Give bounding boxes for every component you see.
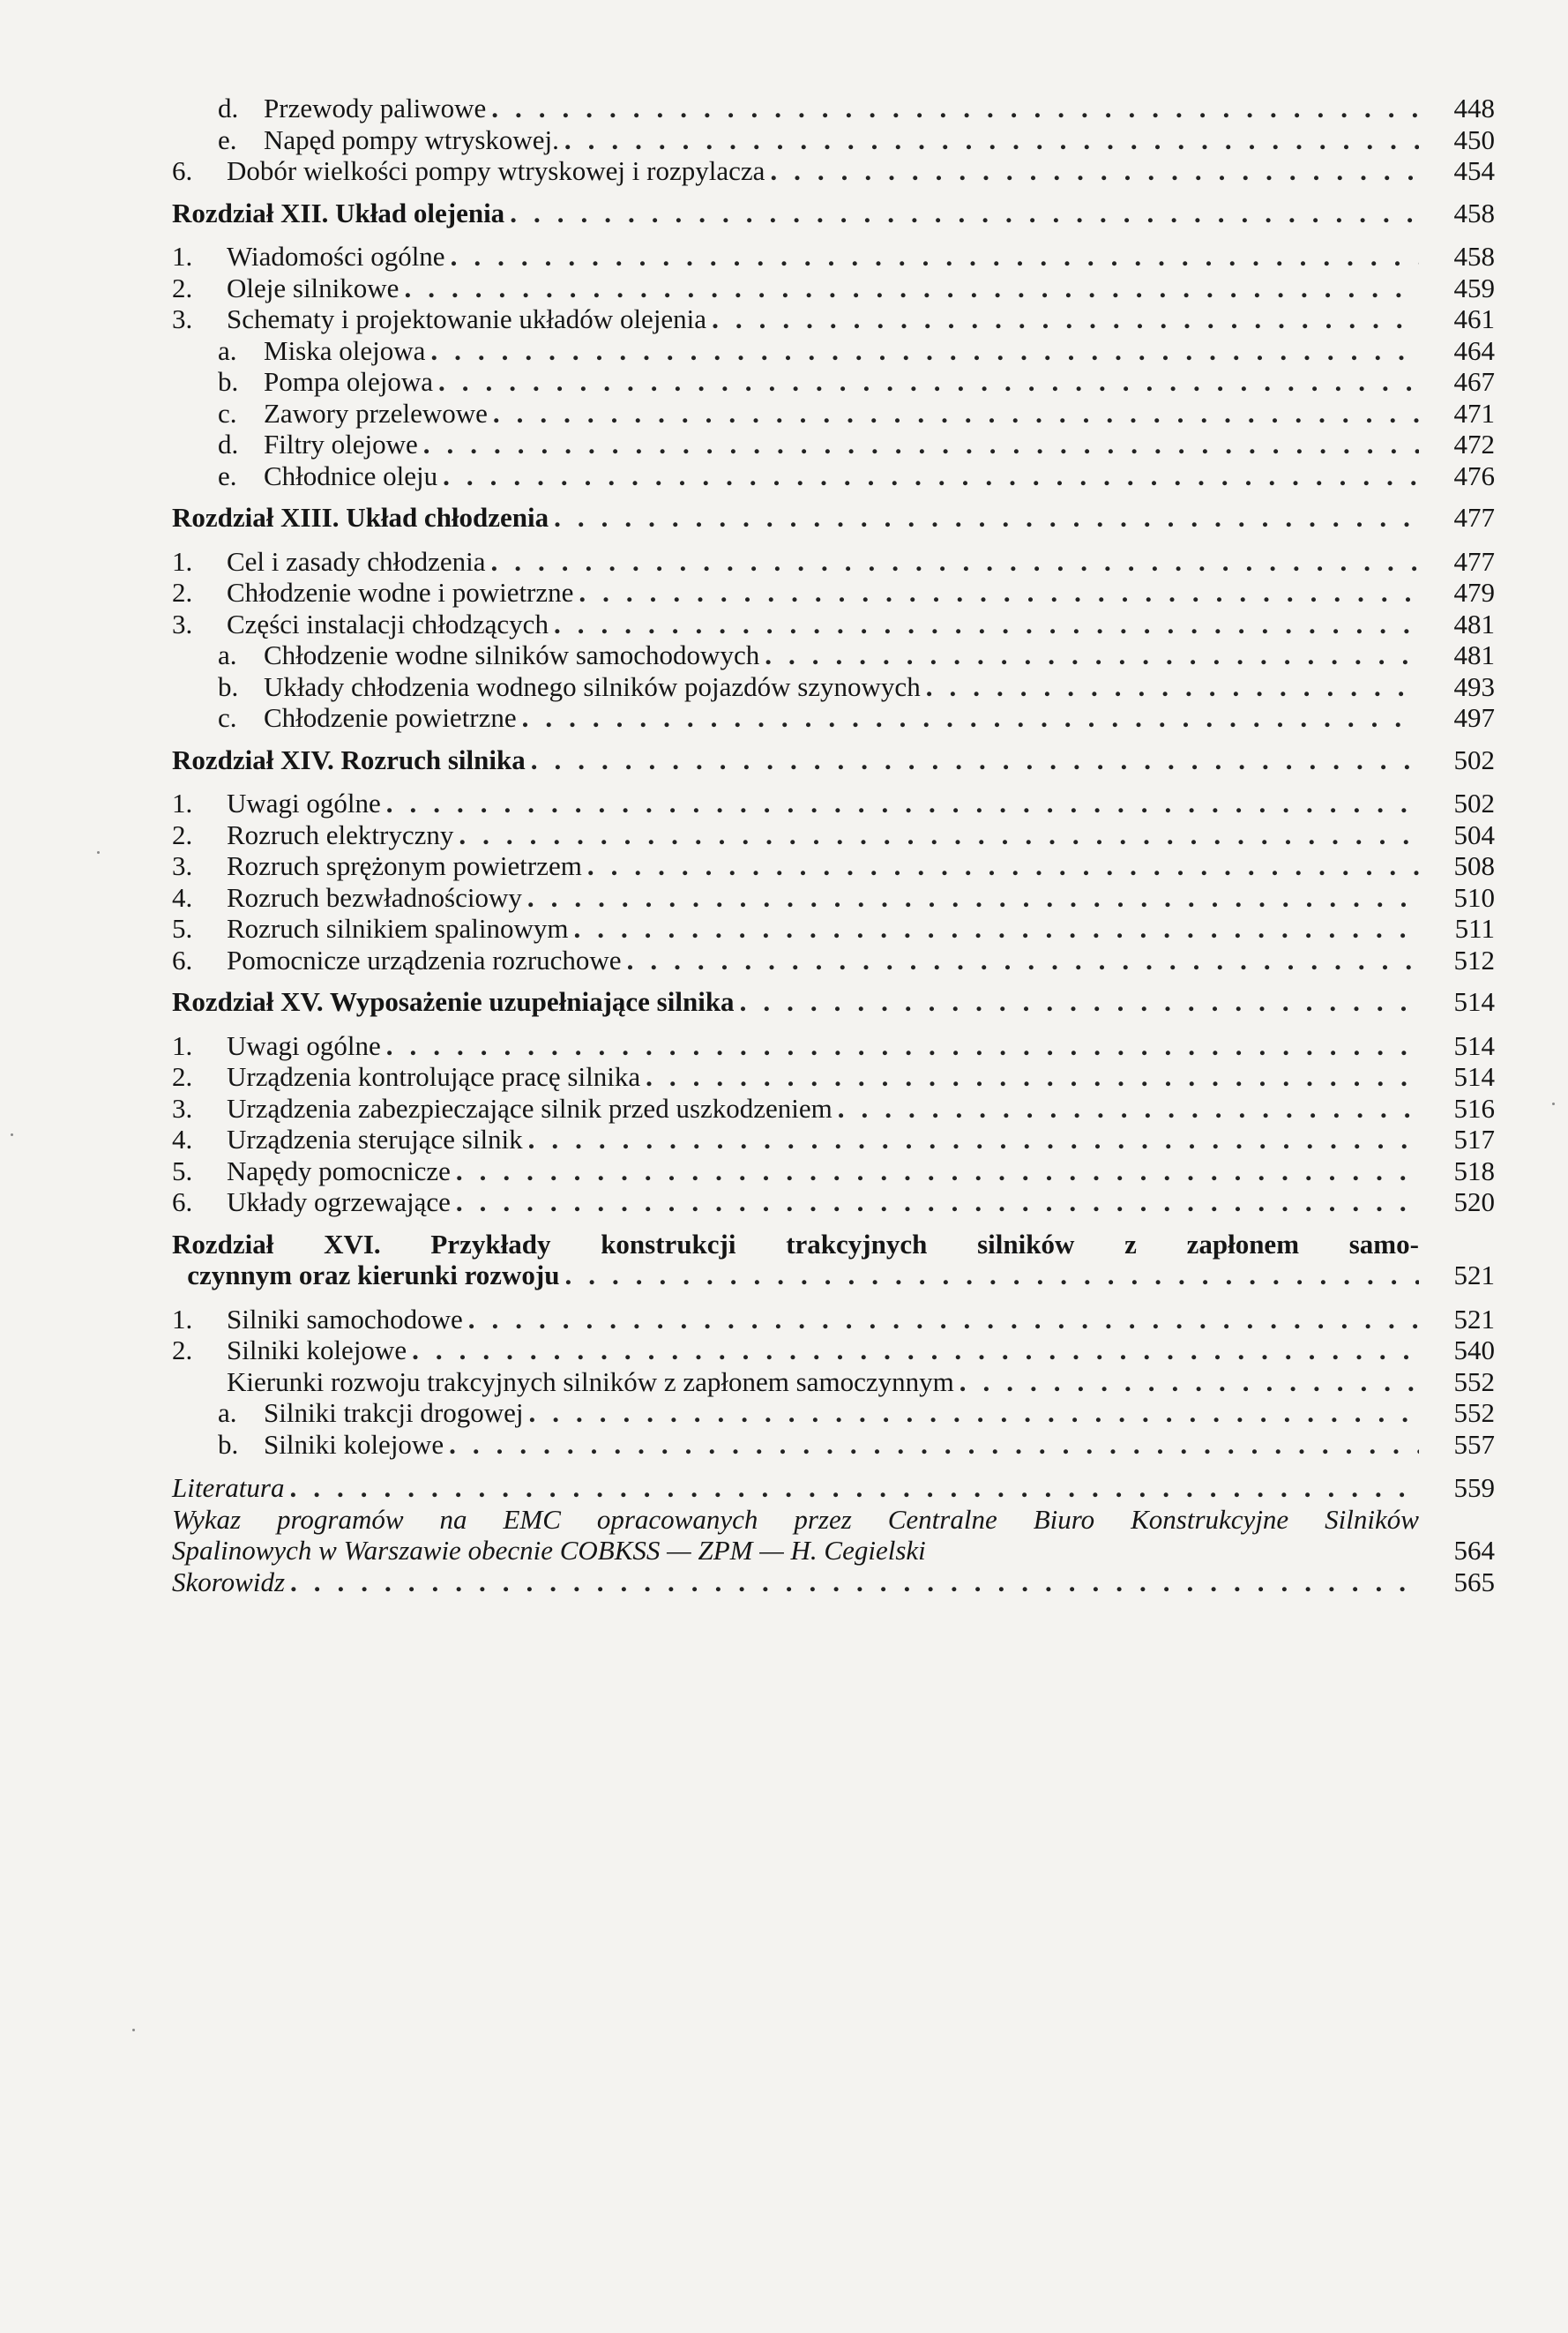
entry-page: 464 [1453, 334, 1495, 366]
chapter-title-word: konstrukcji [601, 1228, 736, 1260]
toc-entry-wykaz [172, 1504, 1495, 1567]
entry-title: Kierunki rozwoju trakcyjnych silników z zapłonem samoczynnym [227, 1365, 954, 1397]
entry-page: 508 [1453, 850, 1495, 881]
toc-entry [172, 702, 1495, 734]
entry-page: 476 [1453, 460, 1495, 491]
dot-leader [510, 198, 1419, 229]
entry-title: Silniki samochodowe [227, 1303, 463, 1335]
entry-title: Silniki trakcji drogowej [264, 1397, 524, 1428]
entry-title-word: na [439, 1503, 467, 1535]
entry-title: Cel i zasady chłodzenia [227, 545, 486, 577]
chapter-title-line-1 [172, 1229, 1419, 1260]
entry-title: Zawory przelewowe [264, 397, 488, 429]
entry-title: Urządzenia kontrolujące pracę silnika [227, 1061, 641, 1092]
entry-title-word: Konstrukcyjne [1131, 1503, 1289, 1535]
chapter-title-word: XVI. [324, 1228, 381, 1260]
dot-leader [468, 1304, 1419, 1335]
chapter-title-word: samo- [1348, 1228, 1419, 1260]
entry-title: Silniki kolejowe [227, 1335, 407, 1365]
entry-number: b. [218, 366, 239, 397]
entry-page: 481 [1453, 639, 1495, 670]
dot-leader [838, 1093, 1419, 1125]
dot-leader [770, 155, 1419, 187]
dot-leader [554, 502, 1419, 534]
chapter-title-word: trakcyjnych [786, 1228, 928, 1260]
entry-title-word: Wykaz [172, 1503, 242, 1535]
chapter-page: 521 [1453, 1260, 1495, 1290]
toc-entry [172, 1155, 1495, 1187]
entry-page: 512 [1453, 944, 1495, 976]
chapter-page: 514 [1453, 986, 1495, 1017]
entry-title: Oleje silnikowe [227, 272, 399, 303]
entry-title: Rozruch sprężonym powietrzem [227, 850, 582, 881]
entry-number: 6. [172, 1186, 193, 1217]
entry-page: 552 [1453, 1397, 1495, 1428]
chapter-heading [172, 744, 1495, 776]
entry-number: 1. [172, 241, 193, 272]
entry-number: 3. [172, 608, 193, 639]
dot-leader [527, 882, 1419, 914]
dot-leader [386, 1030, 1419, 1062]
toc-entry [172, 671, 1495, 703]
toc-section-chapter-xvi [172, 1229, 1495, 1461]
entry-number: a. [218, 334, 237, 366]
toc-entry [172, 788, 1495, 819]
entry-title: Skorowidz [172, 1566, 286, 1597]
entry-title: Spalinowych w Warszawie obecnie COBKSS — ZPM — H. Cegielski [172, 1535, 926, 1566]
entry-title: Układy ogrzewające [227, 1186, 451, 1217]
toc-entry [172, 273, 1495, 304]
dot-leader [412, 1335, 1419, 1366]
entry-number: 6. [172, 155, 193, 186]
entry-number: 6. [172, 944, 193, 976]
dot-leader [493, 398, 1419, 430]
entry-number: 4. [172, 881, 193, 913]
dot-leader [531, 744, 1419, 776]
dot-leader [564, 124, 1419, 156]
toc-entry-skorowidz [172, 1567, 1495, 1598]
entry-number: 3. [172, 1092, 193, 1124]
entry-title: Uwagi ogólne [227, 1029, 381, 1061]
entry-title: Układy chłodzenia wodnego silników pojazdów szynowych [264, 670, 921, 702]
chapter-title-word: silników [977, 1228, 1075, 1260]
entry-page: 493 [1453, 670, 1495, 702]
entry-page: 458 [1453, 241, 1495, 272]
toc-entry [172, 1397, 1495, 1429]
dot-leader [491, 546, 1419, 578]
chapter-heading [172, 502, 1495, 534]
toc-entry [172, 850, 1495, 882]
entry-page: 471 [1453, 397, 1495, 429]
entry-number: 2. [172, 577, 193, 608]
entry-page: 564 [1453, 1535, 1495, 1566]
entry-title-word: programów [277, 1503, 404, 1535]
toc-entry [172, 1304, 1495, 1335]
toc-entry [172, 609, 1495, 640]
dot-leader [554, 609, 1419, 640]
dot-leader [765, 639, 1419, 671]
entry-page: 520 [1453, 1186, 1495, 1217]
toc-entry [172, 93, 1495, 124]
dot-leader [449, 1429, 1419, 1461]
chapter-page: 477 [1453, 502, 1495, 533]
entry-title: Wiadomości ogólne [227, 241, 445, 272]
entry-page: 502 [1453, 788, 1495, 819]
entry-title-word: opracowanych [596, 1503, 758, 1535]
toc-section-chapter-xiii [172, 502, 1495, 734]
chapter-title-word: z [1124, 1228, 1137, 1260]
toc-entry [172, 1429, 1495, 1461]
entry-number: c. [218, 702, 237, 733]
entry-page: 450 [1453, 123, 1495, 155]
entry-number: 1. [172, 788, 193, 819]
entry-number: e. [218, 123, 237, 155]
toc-entry [172, 1366, 1495, 1398]
entry-title: Rozruch bezwładnościowy [227, 881, 522, 913]
toc-entry [172, 303, 1495, 335]
entry-title: Chłodzenie wodne i powietrzne [227, 577, 574, 608]
toc-entry [172, 639, 1495, 671]
dot-leader [573, 913, 1419, 945]
toc-section-chapter-xii [172, 198, 1495, 492]
toc-entry [172, 819, 1495, 851]
entry-page: 559 [1453, 1472, 1495, 1503]
dot-leader [712, 303, 1419, 335]
entry-title: Chłodzenie wodne silników samochodowych [264, 639, 760, 670]
dot-leader [959, 1366, 1419, 1398]
toc-entry [172, 124, 1495, 156]
entry-number: 1. [172, 1303, 193, 1335]
dot-leader [740, 986, 1419, 1018]
paper-speck [11, 1133, 13, 1136]
entry-page: 448 [1453, 93, 1495, 123]
toc-entry [172, 398, 1495, 430]
entry-title: Chłodnice oleju [264, 460, 438, 491]
entry-title-word: przez [794, 1503, 852, 1535]
entry-number: 2. [172, 819, 193, 850]
entry-number: 2. [172, 1061, 193, 1092]
entry-page: 479 [1453, 577, 1495, 608]
entry-page: 557 [1453, 1428, 1495, 1460]
entry-page: 477 [1453, 545, 1495, 577]
toc-entry [172, 882, 1495, 914]
dot-leader [451, 241, 1419, 273]
dot-leader [627, 945, 1419, 976]
entry-number: 4. [172, 1124, 193, 1155]
entry-title-line-1 [172, 1504, 1419, 1536]
chapter-heading [172, 1229, 1495, 1291]
chapter-page: 458 [1453, 197, 1495, 228]
entry-title: Urządzenia sterujące silnik [227, 1124, 523, 1155]
entry-number: d. [218, 93, 239, 123]
entry-number: d. [218, 429, 239, 460]
dot-leader [579, 577, 1419, 609]
entry-number: 2. [172, 1335, 193, 1365]
entry-page: 481 [1453, 608, 1495, 639]
entry-title: Uwagi ogólne [227, 788, 381, 819]
dot-leader [564, 1260, 1419, 1291]
toc-entry [172, 1093, 1495, 1125]
entry-number: c. [218, 397, 237, 429]
toc-entry [172, 429, 1495, 460]
entry-page: 510 [1453, 881, 1495, 913]
chapter-title-word: Przykłady [430, 1228, 551, 1260]
chapter-title: Rozdział XIV. Rozruch silnika [172, 744, 526, 775]
toc-entry [172, 913, 1495, 945]
toc-entry [172, 241, 1495, 273]
toc-section-chapter-xv [172, 986, 1495, 1218]
entry-title: Filtry olejowe [264, 429, 418, 460]
entry-page: 540 [1453, 1335, 1495, 1365]
toc-section-chapter-xiv [172, 744, 1495, 976]
toc-entry [172, 366, 1495, 398]
entry-title-word: EMC [503, 1503, 561, 1535]
toc-entry [172, 546, 1495, 578]
toc-entry [172, 945, 1495, 976]
entry-title: Pomocnicze urządzenia rozruchowe [227, 944, 622, 976]
entry-page: 454 [1453, 155, 1495, 186]
toc-entry [172, 577, 1495, 609]
entry-number: b. [218, 1428, 239, 1460]
toc-section [172, 93, 1495, 187]
toc-entry-literatura [172, 1472, 1495, 1504]
entry-title: Części instalacji chłodzących [227, 608, 549, 639]
table-of-contents [172, 93, 1495, 1597]
dot-leader [491, 93, 1419, 124]
entry-title: Urządzenia zabezpieczające silnik przed uszkodzeniem [227, 1092, 833, 1124]
toc-entry [172, 335, 1495, 367]
entry-page: 472 [1453, 429, 1495, 460]
dot-leader [528, 1397, 1419, 1429]
dot-leader [587, 850, 1419, 882]
entry-title: Napęd pompy wtryskowej. [264, 123, 559, 155]
entry-page: 467 [1453, 366, 1495, 397]
entry-number: a. [218, 639, 237, 670]
dot-leader [528, 1124, 1419, 1155]
dot-leader [456, 1155, 1419, 1187]
dot-leader [386, 788, 1419, 819]
paper-speck [1552, 1103, 1555, 1105]
entry-page: 517 [1453, 1124, 1495, 1155]
entry-page: 514 [1453, 1029, 1495, 1061]
chapter-page: 502 [1453, 744, 1495, 775]
entry-number: 5. [172, 1155, 193, 1186]
entry-page: 518 [1453, 1155, 1495, 1186]
chapter-title-line-2 [172, 1260, 1495, 1291]
chapter-title-word: Rozdział [172, 1228, 274, 1260]
entry-title-word: Biuro [1033, 1503, 1095, 1535]
toc-entry [172, 1186, 1495, 1218]
entry-number: 3. [172, 850, 193, 881]
dot-leader [926, 671, 1419, 703]
entry-title-word: Centralne [887, 1503, 997, 1535]
entry-page: 552 [1453, 1365, 1495, 1397]
dot-leader [430, 335, 1419, 367]
chapter-title: czynnym oraz kierunki rozwoju [187, 1260, 560, 1290]
entry-page: 497 [1453, 702, 1495, 733]
toc-entry [172, 1335, 1495, 1366]
entry-title-word: Silników [1325, 1503, 1419, 1535]
dot-leader [290, 1567, 1419, 1598]
dot-leader [423, 429, 1419, 460]
entry-number: 1. [172, 1029, 193, 1061]
dot-leader [522, 702, 1419, 734]
entry-page: 461 [1453, 303, 1495, 334]
entry-page: 565 [1453, 1566, 1495, 1597]
dot-leader [438, 366, 1419, 398]
dot-leader [459, 819, 1419, 851]
toc-backmatter [172, 1472, 1495, 1597]
entry-page: 514 [1453, 1061, 1495, 1092]
entry-title: Silniki kolejowe [264, 1428, 444, 1460]
chapter-title: Rozdział XII. Układ olejenia [172, 197, 505, 228]
toc-entry [172, 1124, 1495, 1155]
chapter-heading [172, 986, 1495, 1018]
chapter-title-word: zapłonem [1186, 1228, 1300, 1260]
entry-title: Chłodzenie powietrzne [264, 702, 517, 733]
chapter-title: Rozdział XIII. Układ chłodzenia [172, 502, 549, 533]
entry-title: Napędy pomocnicze [227, 1155, 451, 1186]
toc-entry [172, 1030, 1495, 1062]
toc-entry [172, 1061, 1495, 1093]
entry-number: b. [218, 670, 239, 702]
entry-page: 521 [1453, 1303, 1495, 1335]
entry-title: Rozruch elektryczny [227, 819, 454, 850]
dot-leader [456, 1186, 1419, 1218]
entry-page: 459 [1453, 272, 1495, 303]
entry-title: Pompa olejowa [264, 366, 433, 397]
entry-title: Rozruch silnikiem spalinowym [227, 913, 569, 944]
entry-number: 2. [172, 272, 193, 303]
entry-title: Dobór wielkości pompy wtryskowej i rozpylacza [227, 155, 765, 186]
entry-number: 5. [172, 913, 193, 944]
entry-title: Schematy i projektowanie układów olejenia [227, 303, 707, 334]
paper-speck [97, 851, 100, 854]
paper-speck [132, 2029, 135, 2031]
entry-number: 3. [172, 303, 193, 334]
dot-leader [404, 273, 1419, 304]
entry-number: 1. [172, 545, 193, 577]
dot-leader [289, 1472, 1419, 1504]
chapter-title: Rozdział XV. Wyposażenie uzupełniające silnika [172, 986, 735, 1017]
dot-leader [443, 460, 1419, 492]
entry-number: a. [218, 1397, 237, 1428]
toc-entry [172, 155, 1495, 187]
entry-title-line-2 [172, 1535, 1495, 1567]
entry-page: 504 [1453, 819, 1495, 850]
dot-leader [646, 1061, 1419, 1093]
entry-page: 511 [1454, 913, 1495, 944]
entry-title: Literatura [172, 1472, 285, 1503]
entry-title: Przewody paliwowe [264, 93, 487, 123]
entry-title: Miska olejowa [264, 334, 426, 366]
entry-number: e. [218, 460, 237, 491]
toc-entry [172, 460, 1495, 492]
entry-page: 516 [1453, 1092, 1495, 1124]
chapter-heading [172, 198, 1495, 229]
